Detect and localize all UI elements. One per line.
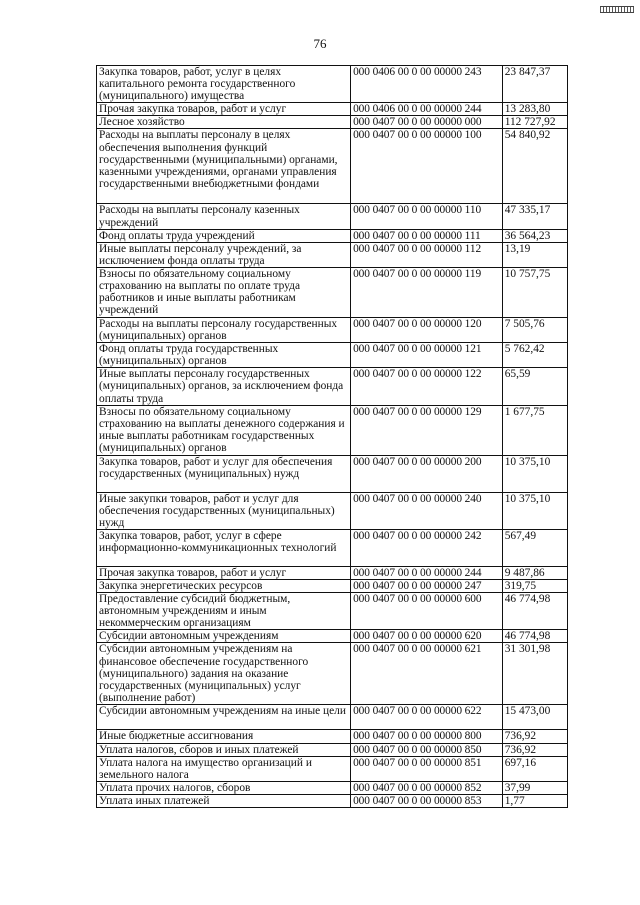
expense-name-cell: Уплата прочих налогов, сборов [97,781,351,794]
expense-name-cell: Иные выплаты персоналу государственных (муниципальных) органов, за исключением фонда оплаты труда [97,368,351,405]
budget-code-cell: 000 0407 00 0 00 00000 600 [351,593,503,630]
amount-cell: 7 505,76 [502,317,567,342]
budget-code-cell: 000 0407 00 0 00 00000 000 [351,116,503,129]
table-row [97,229,568,242]
table-row [97,643,568,705]
amount-cell: 37,99 [502,781,567,794]
table-body [97,66,568,808]
budget-code-cell: 000 0407 00 0 00 00000 242 [351,529,503,566]
budget-code-cell: 000 0407 00 0 00 00000 851 [351,756,503,781]
table-row [97,593,568,630]
table-row [97,66,568,103]
table-row [97,756,568,781]
amount-cell: 736,92 [502,730,567,743]
amount-cell: 112 727,92 [502,116,567,129]
amount-cell: 736,92 [502,743,567,756]
budget-code-cell: 000 0407 00 0 00 00000 244 [351,566,503,579]
table-row [97,103,568,116]
expense-name-cell: Фонд оплаты труда учреждений [97,229,351,242]
amount-cell: 15 473,00 [502,705,567,730]
amount-cell: 65,59 [502,368,567,405]
amount-cell: 23 847,37 [502,66,567,103]
amount-cell: 46 774,98 [502,630,567,643]
amount-cell: 54 840,92 [502,129,567,204]
expense-name-cell: Иные закупки товаров, работ и услуг для обеспечения государственных (муниципальных) нужд [97,492,351,529]
expense-name-cell: Лесное хозяйство [97,116,351,129]
budget-code-cell: 000 0407 00 0 00 00000 110 [351,204,503,229]
amount-cell: 5 762,42 [502,343,567,368]
table-row [97,343,568,368]
expense-name-cell: Прочая закупка товаров, работ и услуг [97,566,351,579]
expense-name-cell: Уплата налогов, сборов и иных платежей [97,743,351,756]
amount-cell: 13 283,80 [502,103,567,116]
table-row [97,566,568,579]
budget-code-cell: 000 0407 00 0 00 00000 622 [351,705,503,730]
budget-code-cell: 000 0407 00 0 00 00000 247 [351,579,503,592]
table-row [97,529,568,566]
table-row [97,794,568,807]
expense-name-cell: Уплата налога на имущество организаций и земельного налога [97,756,351,781]
budget-code-cell: 000 0406 00 0 00 00000 244 [351,103,503,116]
amount-cell: 36 564,23 [502,229,567,242]
expense-name-cell: Субсидии автономным учреждениям на финансовое обеспечение государственного (муниципального) задания на оказание государственных (муниципальных) услуг (выполнение работ) [97,643,351,705]
budget-code-cell: 000 0407 00 0 00 00000 621 [351,643,503,705]
table-row [97,781,568,794]
expense-name-cell: Предоставление субсидий бюджетным, автономным учреждениям и иным некоммерческим организациям [97,593,351,630]
expense-name-cell: Закупка товаров, работ, услуг в сфере информационно-коммуникационных технологий [97,529,351,566]
table-row [97,455,568,492]
table-row [97,242,568,267]
expense-name-cell: Прочая закупка товаров, работ и услуг [97,103,351,116]
table-row [97,116,568,129]
amount-cell: 10 375,10 [502,492,567,529]
table-row [97,317,568,342]
budget-code-cell: 000 0407 00 0 00 00000 129 [351,405,503,455]
amount-cell: 697,16 [502,756,567,781]
amount-cell: 31 301,98 [502,643,567,705]
budget-expenses-table [96,65,568,808]
budget-code-cell: 000 0407 00 0 00 00000 853 [351,794,503,807]
table-row [97,129,568,204]
scan-corner-mark [600,6,634,13]
table-row [97,368,568,405]
page-number: 76 [313,36,327,51]
expense-name-cell: Иные бюджетные ассигнования [97,730,351,743]
budget-code-cell: 000 0407 00 0 00 00000 100 [351,129,503,204]
budget-code-cell: 000 0407 00 0 00 00000 111 [351,229,503,242]
expense-name-cell: Закупка товаров, работ, услуг в целях капитального ремонта государственного (муниципального) имущества [97,66,351,103]
expense-name-cell: Иные выплаты персоналу учреждений, за исключением фонда оплаты труда [97,242,351,267]
budget-code-cell: 000 0407 00 0 00 00000 800 [351,730,503,743]
amount-cell: 319,75 [502,579,567,592]
amount-cell: 13,19 [502,242,567,267]
table-row [97,579,568,592]
expense-name-cell: Взносы по обязательному социальному страхованию на выплаты по оплате труда работников и иные выплаты работникам учреждений [97,267,351,317]
table-row [97,405,568,455]
budget-code-cell: 000 0407 00 0 00 00000 121 [351,343,503,368]
expense-name-cell: Субсидии автономным учреждениям на иные цели [97,705,351,730]
amount-cell: 10 375,10 [502,455,567,492]
expense-name-cell: Расходы на выплаты персоналу в целях обеспечения выполнения функций государственными (муниципальными) органами, казенными учреждениями, органами управления государственными внебюджетными фондами [97,129,351,204]
budget-code-cell: 000 0407 00 0 00 00000 850 [351,743,503,756]
budget-code-cell: 000 0406 00 0 00 00000 243 [351,66,503,103]
amount-cell: 46 774,98 [502,593,567,630]
table-row [97,204,568,229]
table-row [97,705,568,730]
budget-code-cell: 000 0407 00 0 00 00000 240 [351,492,503,529]
budget-code-cell: 000 0407 00 0 00 00000 120 [351,317,503,342]
amount-cell: 9 487,86 [502,566,567,579]
expense-name-cell: Субсидии автономным учреждениям [97,630,351,643]
expense-name-cell: Расходы на выплаты персоналу государственных (муниципальных) органов [97,317,351,342]
expense-name-cell: Закупка энергетических ресурсов [97,579,351,592]
amount-cell: 567,49 [502,529,567,566]
table-row [97,492,568,529]
expense-name-cell: Взносы по обязательному социальному страхованию на выплаты денежного содержания и иные выплаты работникам государственных (муниципальных) органов [97,405,351,455]
amount-cell: 47 335,17 [502,204,567,229]
amount-cell: 10 757,75 [502,267,567,317]
table-row [97,267,568,317]
budget-code-cell: 000 0407 00 0 00 00000 119 [351,267,503,317]
expense-name-cell: Закупка товаров, работ и услуг для обеспечения государственных (муниципальных) нужд [97,455,351,492]
budget-code-cell: 000 0407 00 0 00 00000 112 [351,242,503,267]
budget-code-cell: 000 0407 00 0 00 00000 200 [351,455,503,492]
amount-cell: 1 677,75 [502,405,567,455]
table-row [97,743,568,756]
expense-name-cell: Расходы на выплаты персоналу казенных учреждений [97,204,351,229]
budget-code-cell: 000 0407 00 0 00 00000 122 [351,368,503,405]
expense-name-cell: Уплата иных платежей [97,794,351,807]
budget-code-cell: 000 0407 00 0 00 00000 620 [351,630,503,643]
expense-name-cell: Фонд оплаты труда государственных (муниципальных) органов [97,343,351,368]
table-row [97,630,568,643]
table-row [97,730,568,743]
budget-code-cell: 000 0407 00 0 00 00000 852 [351,781,503,794]
amount-cell: 1,77 [502,794,567,807]
